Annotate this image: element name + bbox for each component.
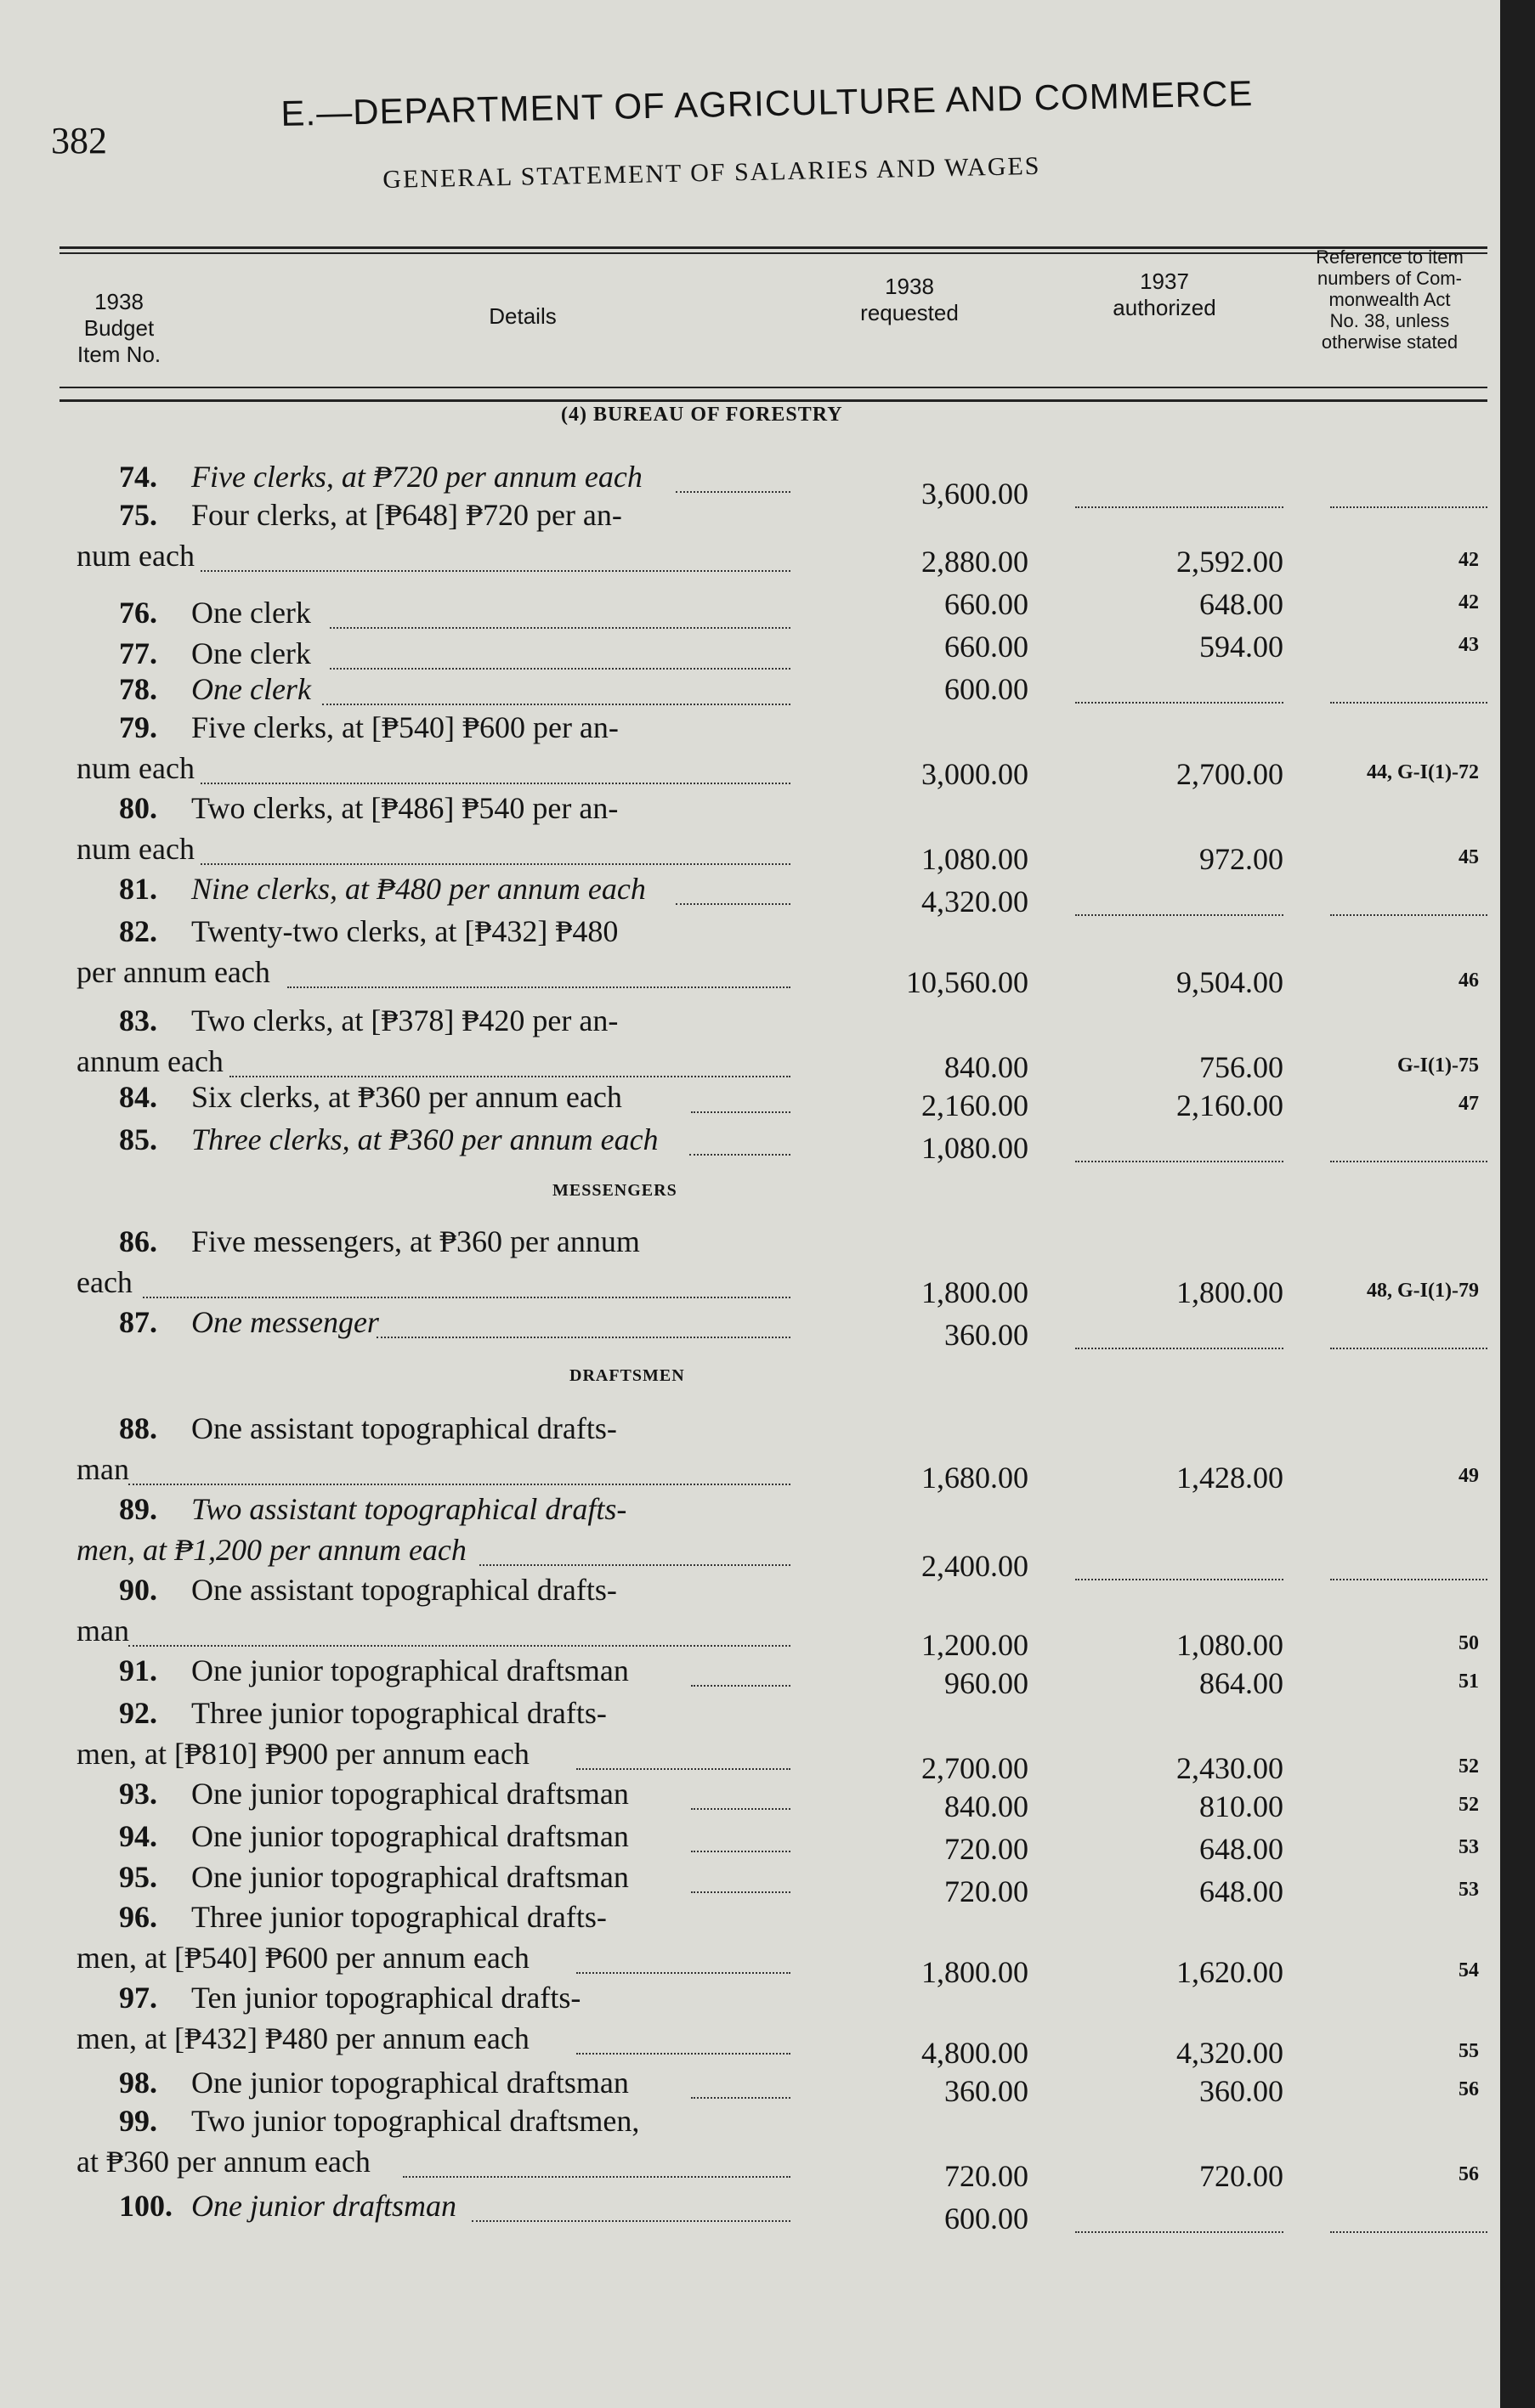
page-number: 382 [51,120,107,161]
item-detail: One assistant topographical drafts- [191,1573,617,1607]
dot-leader [1330,1161,1487,1162]
amount-1938-requested: 720.00 [944,2159,1028,2193]
dot-leader [330,627,790,629]
amount-1937-authorized: 4,320.00 [1176,2036,1283,2070]
item-number: 98. [119,2066,157,2100]
amount-1937-authorized: 1,620.00 [1176,1955,1283,1989]
item-detail: Five messengers, at ₱360 per annum [191,1224,640,1258]
item-detail: num each [76,539,195,573]
header-bottom-rule-2 [59,399,1487,402]
amount-1937-authorized: 864.00 [1199,1666,1283,1700]
dot-leader [1330,914,1487,916]
amount-1938-requested: 4,800.00 [921,2036,1028,2070]
running-title: E.—DEPARTMENT OF AGRICULTURE AND COMMERCE [280,73,1254,133]
item-number: 96. [119,1900,157,1934]
item-detail: Two assistant topographical drafts- [191,1492,627,1526]
amount-1938-requested: 720.00 [944,1832,1028,1866]
dot-leader [1330,2231,1487,2233]
item-number: 82. [119,914,157,948]
header-bottom-rule [59,387,1487,388]
col-head-authorized: 1937 authorized [1113,268,1216,320]
dot-leader [128,1645,790,1647]
item-number: 85. [119,1122,157,1156]
dot-leader [128,1484,790,1485]
dot-leader [1075,1348,1283,1349]
dot-leader [472,2220,790,2222]
amount-1938-requested: 600.00 [944,2202,1028,2236]
amount-1937-authorized: 648.00 [1199,1832,1283,1866]
item-number: 89. [119,1492,157,1526]
reference-number: 53 [1459,1836,1479,1858]
dot-leader [330,668,790,670]
item-number: 76. [119,596,157,630]
item-number: 86. [119,1224,157,1258]
item-number: 90. [119,1573,157,1607]
reference-number: 45 [1459,846,1479,868]
item-number: 75. [119,498,157,532]
item-number: 100. [119,2189,173,2223]
reference-number: 46 [1459,969,1479,992]
dot-leader [229,1076,790,1077]
subsection-messengers: MESSENGERS [552,1181,677,1200]
item-detail: Twenty-two clerks, at [₱432] ₱480 [191,914,619,948]
item-detail: num each [76,751,195,785]
amount-1937-authorized: 594.00 [1199,630,1283,664]
amount-1938-requested: 10,560.00 [906,965,1028,999]
item-detail: men, at [₱540] ₱600 per annum each [76,1941,530,1975]
item-number: 83. [119,1003,157,1037]
reference-number: 54 [1459,1959,1479,1981]
subsection-draftsmen: DRAFTSMEN [569,1366,685,1385]
item-detail: Nine clerks, at ₱480 per annum each [191,872,646,906]
amount-1938-requested: 360.00 [944,1318,1028,1352]
amount-1937-authorized: 360.00 [1199,2074,1283,2108]
item-number: 88. [119,1411,157,1445]
section-title: (4) BUREAU OF FORESTRY [561,404,843,426]
amount-1937-authorized: 2,430.00 [1176,1751,1283,1785]
amount-1937-authorized: 972.00 [1199,842,1283,876]
dot-leader [691,1808,790,1810]
item-detail: per annum each [76,955,270,989]
item-detail: Five clerks, at [₱540] ₱600 per an- [191,710,619,744]
amount-1937-authorized: 648.00 [1199,1874,1283,1908]
reference-number: 56 [1459,2078,1479,2100]
item-detail: Three junior topographical drafts- [191,1696,607,1730]
item-number: 95. [119,1860,157,1894]
amount-1937-authorized: 1,800.00 [1176,1275,1283,1309]
reference-number: 48, G-I(1)-79 [1367,1280,1479,1302]
reference-number: 55 [1459,2040,1479,2062]
amount-1937-authorized: 756.00 [1199,1050,1283,1084]
amount-1938-requested: 4,320.00 [921,885,1028,919]
item-detail: Six clerks, at ₱360 per annum each [191,1080,622,1114]
dot-leader [201,863,790,865]
item-number: 84. [119,1080,157,1114]
item-detail: num each [76,832,195,866]
item-number: 80. [119,791,157,825]
top-double-rule [59,246,1487,249]
item-detail: annum each [76,1044,224,1078]
item-detail: man [76,1614,129,1648]
item-detail: Two clerks, at [₱486] ₱540 per an- [191,791,619,825]
amount-1938-requested: 360.00 [944,2074,1028,2108]
dot-leader [287,986,790,988]
amount-1937-authorized: 2,700.00 [1176,757,1283,791]
amount-1938-requested: 1,200.00 [921,1628,1028,1662]
reference-number: 42 [1459,591,1479,613]
reference-number: 49 [1459,1465,1479,1487]
dot-leader [676,903,790,905]
dot-leader [691,2097,790,2099]
amount-1938-requested: 1,680.00 [921,1461,1028,1495]
dot-leader [143,1297,790,1298]
dot-leader [576,1768,790,1770]
top-double-rule-inner [59,252,1487,254]
dot-leader [1075,2231,1283,2233]
item-number: 97. [119,1981,157,2015]
reference-number: 56 [1459,2163,1479,2185]
amount-1937-authorized: 720.00 [1199,2159,1283,2193]
dot-leader [576,1972,790,1974]
item-number: 81. [119,872,157,906]
amount-1937-authorized: 2,160.00 [1176,1088,1283,1122]
amount-1937-authorized: 9,504.00 [1176,965,1283,999]
item-number: 78. [119,672,157,706]
dot-leader [1075,506,1283,508]
item-detail: Five clerks, at ₱720 per annum each [191,460,643,494]
item-detail: One clerk [191,596,311,630]
reference-number: 50 [1459,1632,1479,1654]
col-head-requested: 1938 requested [860,274,959,325]
dot-leader [1330,1348,1487,1349]
item-detail: One junior topographical draftsman [191,2066,629,2100]
item-detail: One junior topographical draftsman [191,1653,629,1687]
dot-leader [322,704,790,705]
item-number: 74. [119,460,157,494]
item-number: 92. [119,1696,157,1730]
reference-number: 51 [1459,1670,1479,1693]
amount-1937-authorized: 1,428.00 [1176,1461,1283,1495]
item-number: 93. [119,1777,157,1811]
dot-leader [1075,702,1283,704]
amount-1937-authorized: 1,080.00 [1176,1628,1283,1662]
item-detail: Two junior topographical draftsmen, [191,2104,640,2138]
amount-1938-requested: 3,000.00 [921,757,1028,791]
dot-leader [201,783,790,784]
col-head-item-no: 1938 Budget Item No. [76,289,161,367]
col-head-reference: Reference to item numbers of Com- monwealth Act No. 38, unless otherwise stated [1316,246,1464,353]
reference-number: G-I(1)-75 [1397,1054,1479,1077]
dot-leader [676,491,790,493]
item-number: 91. [119,1653,157,1687]
amount-1938-requested: 2,400.00 [921,1549,1028,1583]
col-head-details: Details [489,303,557,329]
item-detail: Four clerks, at [₱648] ₱720 per an- [191,498,622,532]
amount-1938-requested: 840.00 [944,1789,1028,1823]
item-number: 99. [119,2104,157,2138]
amount-1938-requested: 720.00 [944,1874,1028,1908]
dot-leader [689,1154,790,1156]
dot-leader [377,1337,790,1338]
dot-leader [1330,1579,1487,1580]
dot-leader [1330,702,1487,704]
item-detail: Three junior topographical drafts- [191,1900,607,1934]
reference-number: 44, G-I(1)-72 [1367,761,1479,783]
amount-1938-requested: 660.00 [944,630,1028,664]
item-detail: One clerk [191,672,311,706]
amount-1938-requested: 660.00 [944,587,1028,621]
page-binding-edge [1500,0,1535,2408]
item-number: 77. [119,636,157,670]
item-detail: man [76,1452,129,1486]
dot-leader [1075,1161,1283,1162]
dot-leader [576,2053,790,2055]
reference-number: 43 [1459,634,1479,656]
dot-leader [479,1564,790,1566]
dot-leader [1075,1579,1283,1580]
amount-1938-requested: 2,880.00 [921,545,1028,579]
amount-1937-authorized: 2,592.00 [1176,545,1283,579]
amount-1937-authorized: 648.00 [1199,587,1283,621]
dot-leader [1330,506,1487,508]
amount-1938-requested: 3,600.00 [921,477,1028,511]
amount-1938-requested: 600.00 [944,672,1028,706]
amount-1938-requested: 1,800.00 [921,1275,1028,1309]
amount-1938-requested: 2,160.00 [921,1088,1028,1122]
dot-leader [691,1111,790,1113]
dot-leader [691,1685,790,1687]
reference-number: 42 [1459,549,1479,571]
item-detail: One assistant topographical drafts- [191,1411,617,1445]
item-detail: One junior topographical draftsman [191,1860,629,1894]
item-detail: men, at ₱1,200 per annum each [76,1533,467,1567]
amount-1938-requested: 960.00 [944,1666,1028,1700]
item-detail: Ten junior topographical drafts- [191,1981,581,2015]
amount-1938-requested: 1,800.00 [921,1955,1028,1989]
amount-1938-requested: 840.00 [944,1050,1028,1084]
item-detail: One junior topographical draftsman [191,1819,629,1853]
table-title: GENERAL STATEMENT OF SALARIES AND WAGES [382,151,1041,194]
item-detail: at ₱360 per annum each [76,2145,371,2179]
item-detail: men, at [₱810] ₱900 per annum each [76,1737,530,1771]
dot-leader [1075,914,1283,916]
item-detail: One messenger [191,1305,379,1339]
item-detail: Three clerks, at ₱360 per annum each [191,1122,659,1156]
item-number: 79. [119,710,157,744]
item-detail: One clerk [191,636,311,670]
amount-1938-requested: 1,080.00 [921,842,1028,876]
dot-leader [201,570,790,572]
item-number: 94. [119,1819,157,1853]
item-detail: One junior topographical draftsman [191,1777,629,1811]
amount-1937-authorized: 810.00 [1199,1789,1283,1823]
dot-leader [691,1851,790,1852]
item-detail: One junior draftsman [191,2189,457,2223]
item-detail: each [76,1265,133,1299]
reference-number: 47 [1459,1093,1479,1115]
amount-1938-requested: 1,080.00 [921,1131,1028,1165]
reference-number: 52 [1459,1794,1479,1816]
item-detail: men, at [₱432] ₱480 per annum each [76,2021,530,2055]
item-number: 87. [119,1305,157,1339]
reference-number: 53 [1459,1879,1479,1901]
reference-number: 52 [1459,1755,1479,1778]
dot-leader [403,2176,790,2178]
dot-leader [691,1891,790,1893]
amount-1938-requested: 2,700.00 [921,1751,1028,1785]
item-detail: Two clerks, at [₱378] ₱420 per an- [191,1003,619,1037]
